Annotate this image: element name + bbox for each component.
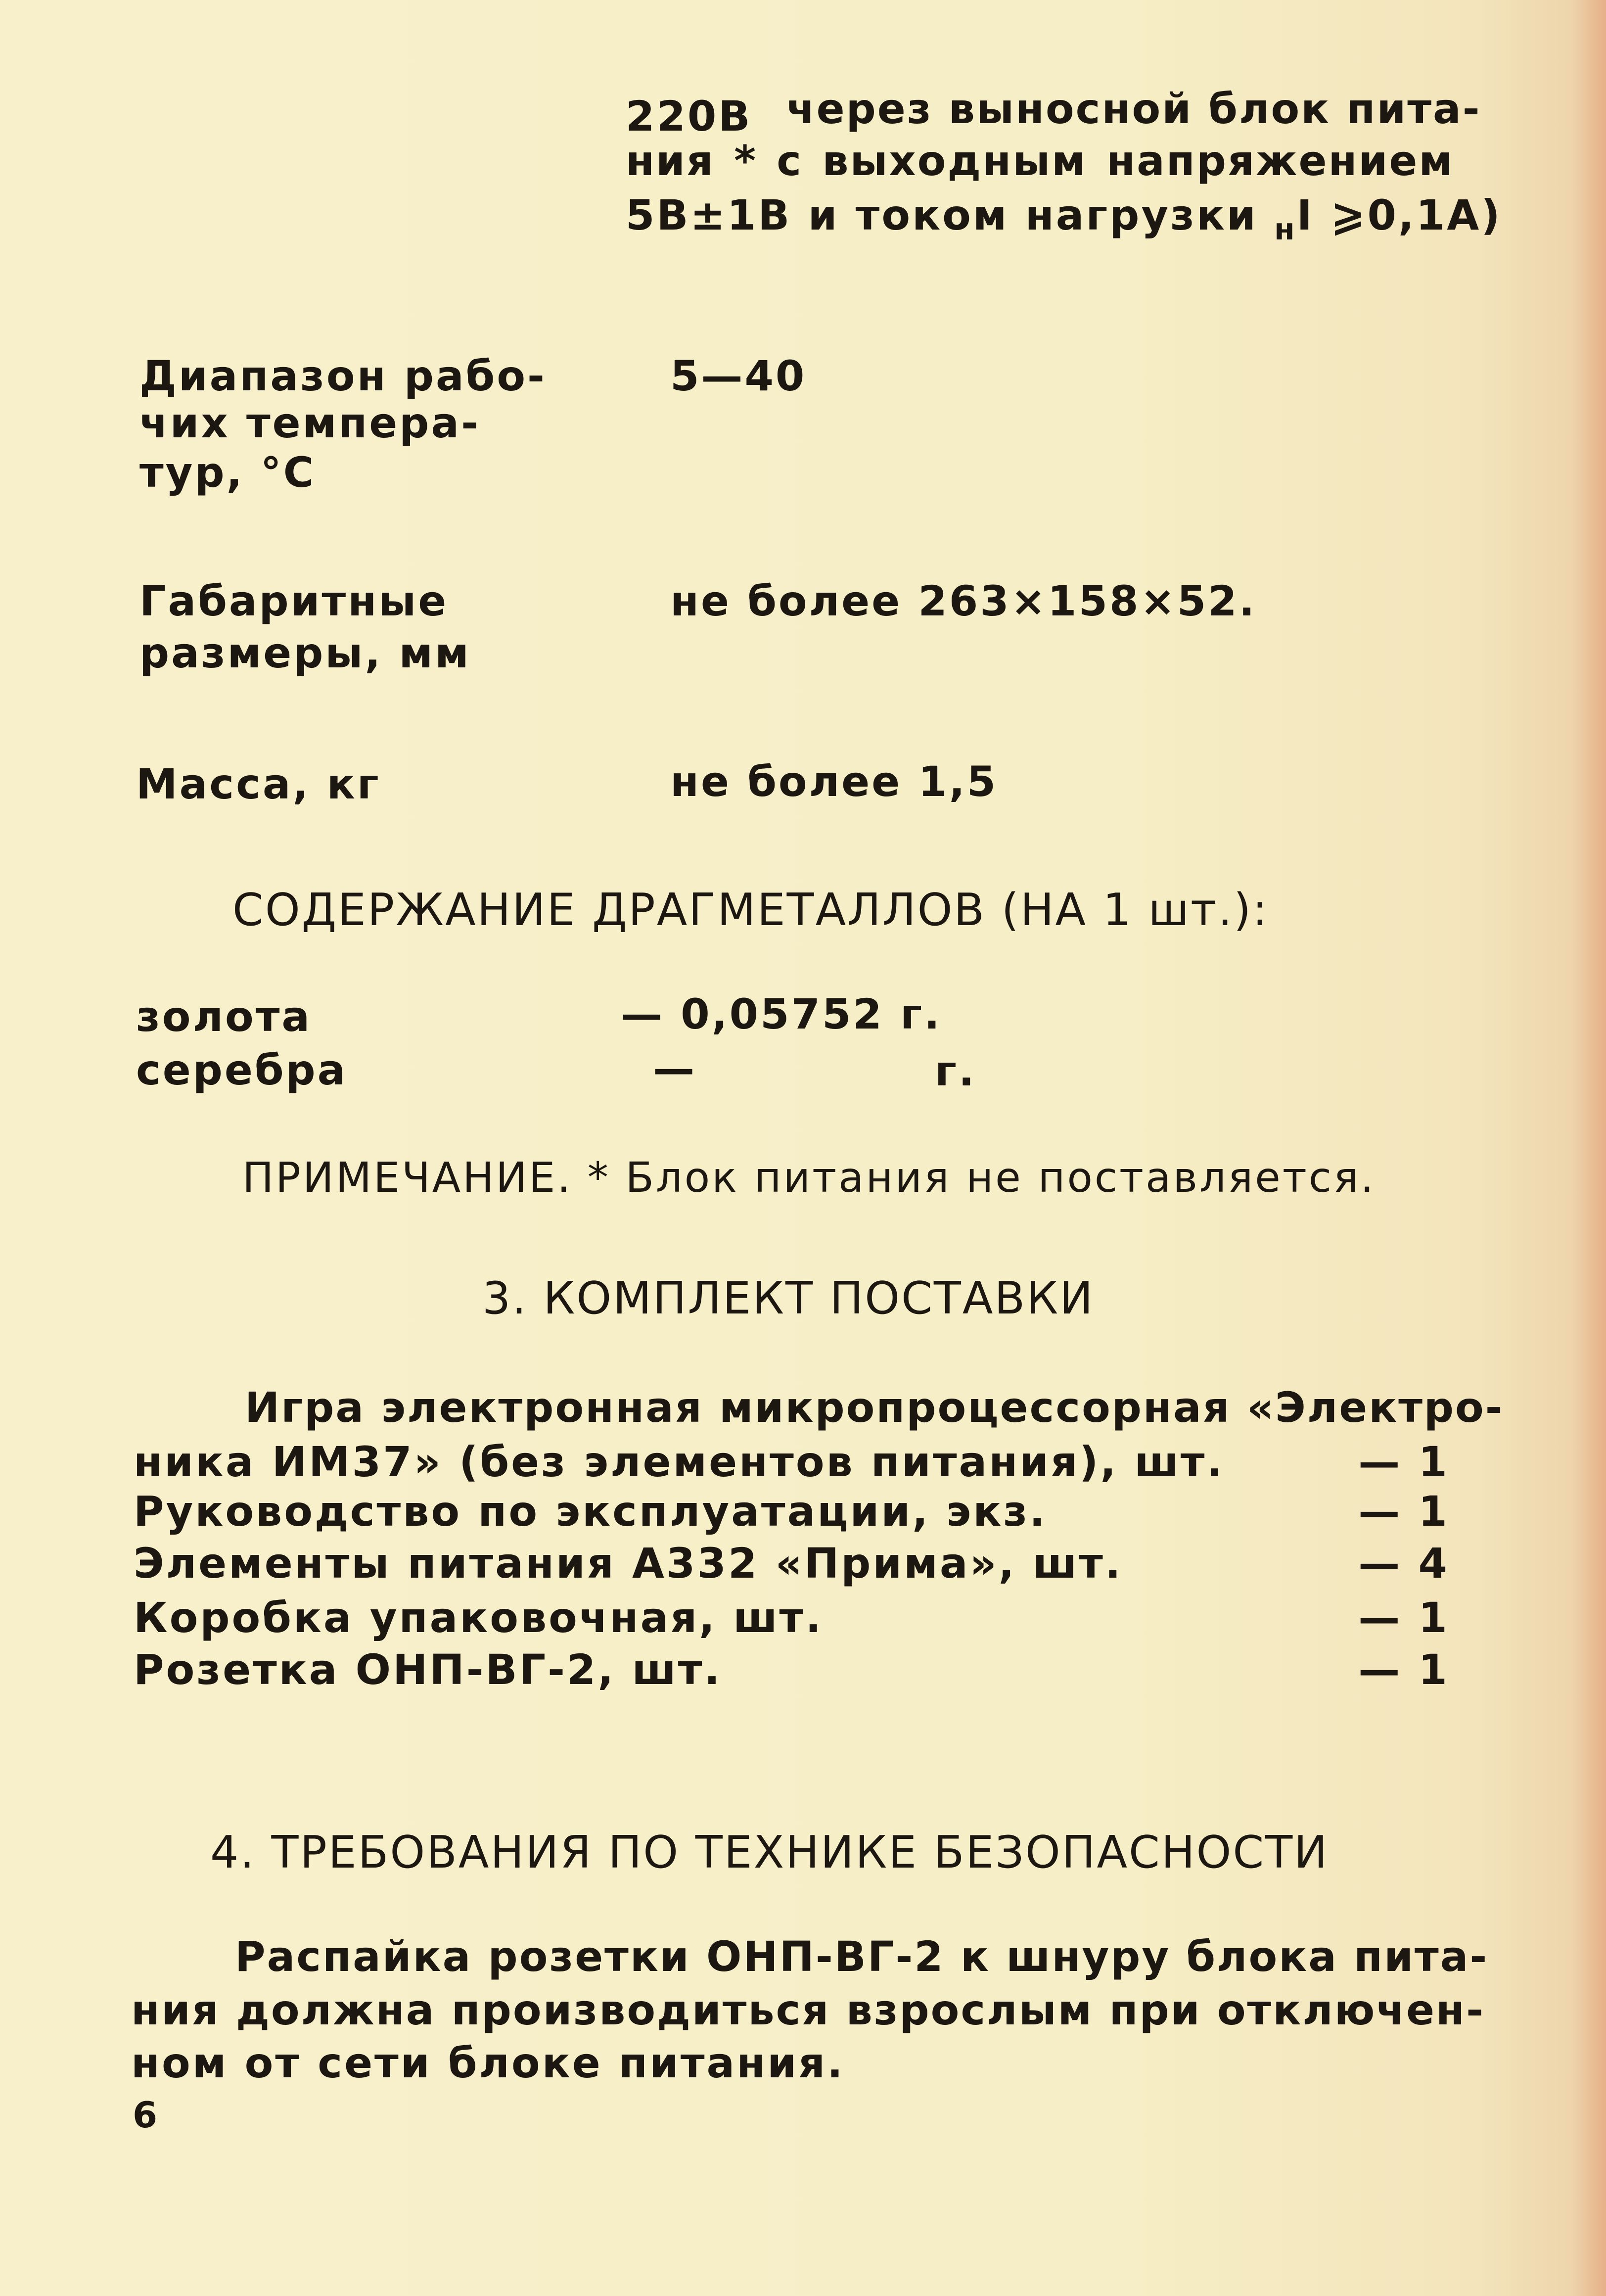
delivery-item-label: ника ИМ37» (без элементов питания), шт. xyxy=(134,1438,1225,1486)
safety-line3: ном от сети блоке питания. xyxy=(131,2039,845,2087)
delivery-item xyxy=(134,1642,1449,1697)
delivery-item-qty: — 1 xyxy=(1358,1645,1449,1694)
delivery-item-qty: — 1 xyxy=(1358,1487,1449,1536)
mass-value: не более 1,5 xyxy=(670,757,998,806)
safety-line2: ния должна производиться взрослым при отключен- xyxy=(131,1986,1485,2034)
delivery-item-label: Руководство по эксплуатации, экз. xyxy=(134,1487,1047,1536)
delivery-intro: Игра электронная микропроцессорная «Электро- xyxy=(245,1383,1504,1432)
temp-value: 5—40 xyxy=(670,352,807,400)
silver-unit: г. xyxy=(935,1047,976,1095)
delivery-item-label: Коробка упаковочная, шт. xyxy=(134,1593,824,1642)
delivery-item-qty: — 4 xyxy=(1358,1539,1449,1588)
power-line3 xyxy=(626,188,1502,247)
delivery-item xyxy=(134,1591,1449,1645)
gold-value: — 0,05752 г. xyxy=(621,990,942,1038)
delivery-heading: 3. КОМПЛЕКТ ПОСТАВКИ xyxy=(482,1272,1095,1324)
mass-label: Масса, кг xyxy=(136,760,381,808)
safety-line1: Распайка розетки ОНП-ВГ-2 к шнуру блока пита- xyxy=(235,1932,1489,1981)
power-line3-main: 5В±1В и током нагрузки xyxy=(626,191,1275,239)
power-line2: ния * с выходным напряжением xyxy=(626,137,1454,185)
dims-value: не более 263×158×52. xyxy=(670,577,1257,625)
page-number: 6 xyxy=(133,2094,158,2136)
power-voltage: 220В xyxy=(626,92,752,141)
temp-label-3: тур, °С xyxy=(139,448,316,497)
page-edge-shadow xyxy=(1571,0,1606,2296)
gold-label: золота xyxy=(136,992,312,1041)
delivery-item-qty: — 1 xyxy=(1358,1593,1449,1642)
dims-label-1: Габаритные xyxy=(139,577,449,625)
delivery-item-label: Элементы питания А332 «Прима», шт. xyxy=(134,1539,1123,1588)
silver-label: серебра xyxy=(136,1046,348,1094)
power-line3-sub: н xyxy=(1274,212,1297,247)
temp-label-2: чих темпера- xyxy=(139,399,480,447)
metals-heading: СОДЕРЖАНИЕ ДРАГМЕТАЛЛОВ (НА 1 шт.): xyxy=(232,884,1269,936)
temp-label-1: Диапазон рабо- xyxy=(139,352,547,400)
delivery-item xyxy=(134,1484,1449,1539)
power-line3-end: I ⩾0,1А) xyxy=(1296,191,1502,239)
safety-heading: 4. ТРЕБОВАНИЯ ПО ТЕХНИКЕ БЕЗОПАСНОСТИ xyxy=(210,1827,1329,1878)
delivery-item-label: Розетка ОНП-ВГ-2, шт. xyxy=(134,1645,722,1694)
power-line1: через выносной блок пита- xyxy=(786,85,1481,133)
dims-label-2: размеры, мм xyxy=(139,629,471,677)
note: ПРИМЕЧАНИЕ. * Блок питания не поставляется. xyxy=(242,1153,1376,1202)
delivery-item xyxy=(134,1435,1449,1489)
delivery-item-qty: — 1 xyxy=(1358,1438,1449,1486)
silver-dash: — xyxy=(653,1044,696,1093)
delivery-item xyxy=(134,1536,1449,1591)
